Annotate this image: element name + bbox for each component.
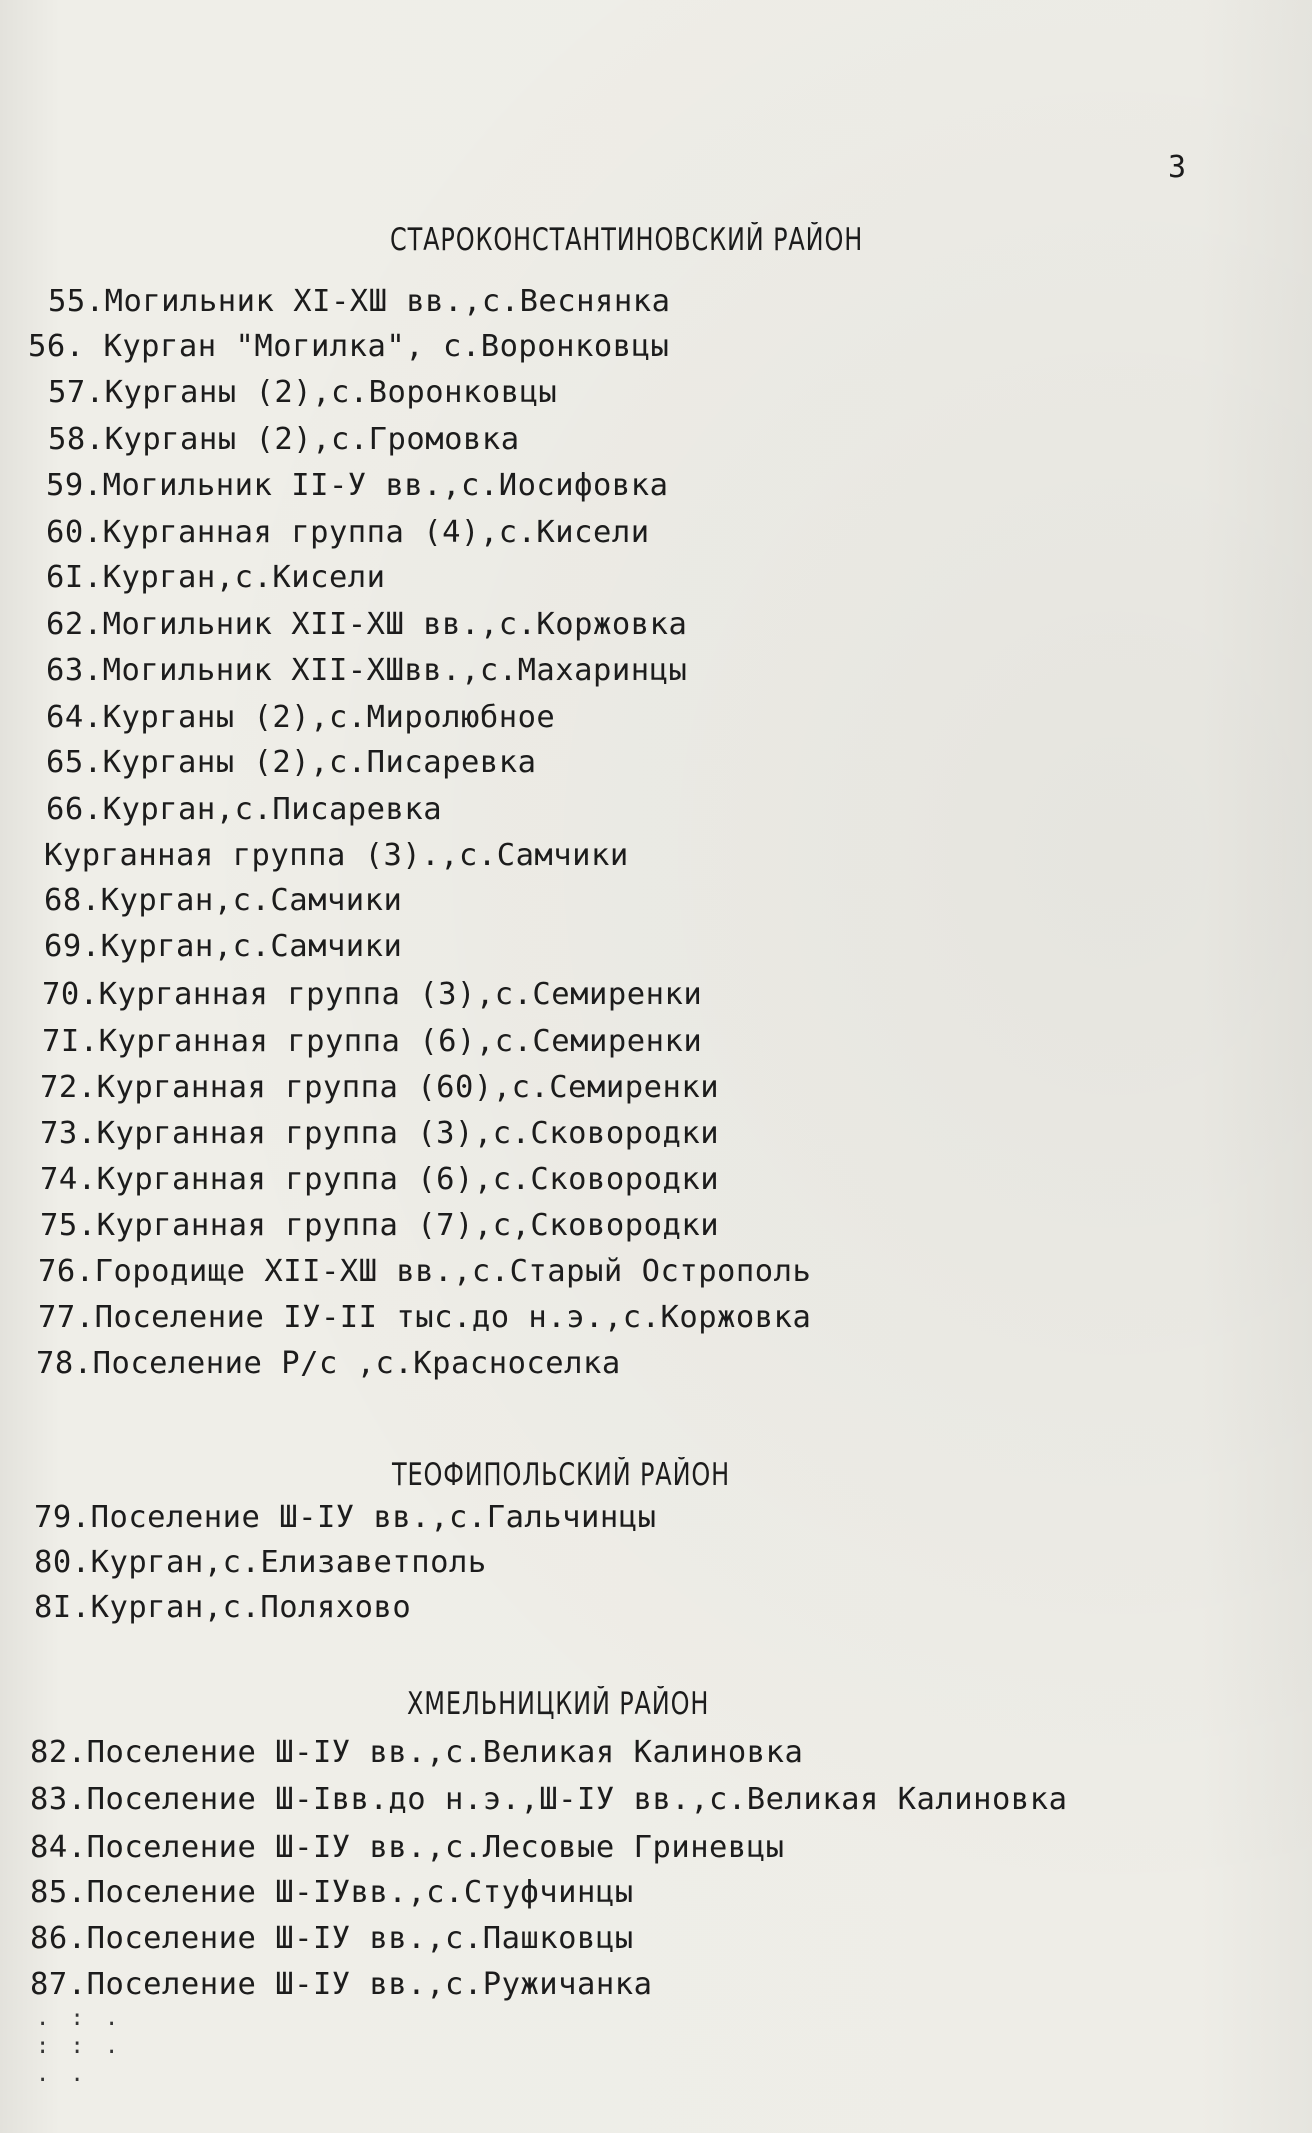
trailing-marks: . : . : : . . . xyxy=(36,2006,123,2087)
list-item: 6I.Курган,с.Кисели xyxy=(46,560,386,595)
list-item: 63.Могильник XII-XШвв.,с.Махаринцы xyxy=(46,653,688,688)
list-item: 65.Курганы (2),с.Писаревка xyxy=(46,745,537,780)
list-item: 79.Поселение Ш-IУ вв.,с.Гальчинцы xyxy=(34,1500,657,1535)
list-item: 85.Поселение Ш-IУвв.,с.Стуфчинцы xyxy=(30,1875,634,1910)
list-item: 69.Курган,с.Самчики xyxy=(44,929,403,964)
section-heading-starokonstantinov: СТАРОКОНСТАНТИНОВСКИЙ РАЙОН xyxy=(390,222,864,258)
list-item: 68.Курган,с.Самчики xyxy=(44,883,403,918)
list-item: 78.Поселение Р/с ,с.Красноселка xyxy=(36,1346,621,1381)
list-item: 60.Курганная группа (4),с.Кисели xyxy=(46,515,650,550)
list-item: 76.Городище XII-XШ вв.,с.Старый Острополь xyxy=(38,1254,812,1289)
list-item: 56. Курган "Могилка", с.Воронковцы xyxy=(28,329,670,364)
list-item: 70.Курганная группа (3),с.Семиренки xyxy=(42,977,703,1012)
list-item: 75.Курганная группа (7),с,Сковородки xyxy=(40,1208,720,1243)
list-item: 57.Курганы (2),с.Воронковцы xyxy=(48,375,558,410)
list-item: Курганная группа (3).,с.Самчики xyxy=(44,838,629,873)
section-heading-teofipol: ТЕОФИПОЛЬСКИЙ РАЙОН xyxy=(392,1457,731,1493)
list-item: 82.Поселение Ш-IУ вв.,с.Великая Калиновка xyxy=(30,1735,804,1770)
list-item: 59.Могильник II-У вв.,с.Иосифовка xyxy=(46,468,669,503)
section-heading-khmelnitsky: ХМЕЛЬНИЦКИЙ РАЙОН xyxy=(407,1686,710,1722)
list-item: 58.Курганы (2),с.Громовка xyxy=(48,422,520,457)
list-item: 7I.Курганная группа (6),с.Семиренки xyxy=(42,1024,703,1059)
page-number: 3 xyxy=(1168,150,1187,185)
list-item: 87.Поселение Ш-IУ вв.,с.Ружичанка xyxy=(30,1967,653,2002)
list-item: 72.Курганная группа (60),с.Семиренки xyxy=(40,1070,720,1105)
list-item: 62.Могильник XII-XШ вв.,с.Коржовка xyxy=(46,607,688,642)
list-item: 80.Курган,с.Елизаветполь xyxy=(34,1545,487,1580)
list-item: 55.Могильник XI-XШ вв.,с.Веснянка xyxy=(48,284,671,319)
list-item: 83.Поселение Ш-Iвв.до н.э.,Ш-IУ вв.,с.Великая Калиновка xyxy=(30,1782,1068,1817)
list-item: 74.Курганная группа (6),с.Сковородки xyxy=(40,1162,720,1197)
list-item: 84.Поселение Ш-IУ вв.,с.Лесовые Гриневцы xyxy=(30,1830,785,1865)
list-item: 86.Поселение Ш-IУ вв.,с.Пашковцы xyxy=(30,1921,634,1956)
list-item: 8I.Курган,с.Поляхово xyxy=(34,1590,412,1625)
list-item: 64.Курганы (2),с.Миролюбное xyxy=(46,700,556,735)
list-item: 73.Курганная группа (3),с.Сковородки xyxy=(40,1116,720,1151)
list-item: 66.Курган,с.Писаревка xyxy=(46,792,443,827)
list-item: 77.Поселение IУ-II тыс.до н.э.,с.Коржовка xyxy=(38,1300,812,1335)
